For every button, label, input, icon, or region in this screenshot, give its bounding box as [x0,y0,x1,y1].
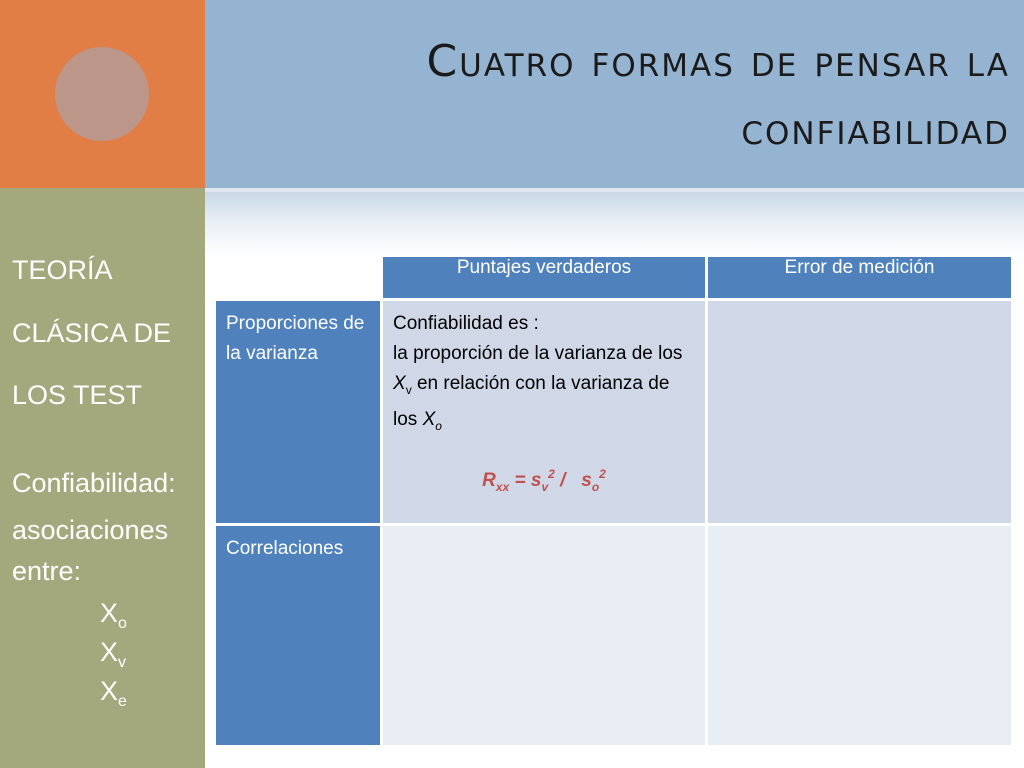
sidebar-text-line-6: entre: [12,556,82,586]
title-line-2: confiabilidad [741,104,1010,155]
orange-accent-block [0,0,205,188]
table-corner-cell [215,256,382,300]
row-header-variance-proportions: Proporciones de la varianza [215,300,382,525]
sidebar-text-line-5: asociaciones [12,515,169,545]
sidebar-heading-line-1: TEORÍA [12,255,113,285]
table-row-correlations [215,525,1013,747]
decorative-circle [55,47,149,141]
reliability-table [213,254,1014,748]
cell-error-correlations [707,525,1013,747]
variable-xe: $X_e$ [100,676,127,710]
variable-xo: $X_o$ [100,598,127,632]
cell-reliability-definition [382,300,707,525]
title-band [205,0,1024,188]
sidebar-text-line-4: Confiabilidad: [12,468,176,498]
table-header-row [215,256,1013,300]
title-gradient [205,192,1024,256]
sidebar-heading-line-2: CLÁSICA DE [12,318,172,348]
variable-xv: $X_v$ [100,637,127,671]
slide-title [250,28,1010,164]
row-header-correlations: Correlaciones [215,525,382,747]
column-header-measurement-error: Error de medición [707,256,1013,300]
cell-error-variance-proportions [707,300,1013,525]
cell-true-scores-correlations [382,525,707,747]
definition-heading: Confiabilidad es : [393,313,539,334]
title-line-1: Cuatro formas de pensar la [426,36,1010,87]
definition-body: la proporción de la varianza de los $X_v$ en relación con la varianza de los $X_o$ [393,343,683,433]
sidebar-heading-line-3: LOS TEST [12,380,143,410]
reliability-formula: $R_{xx} = s_v^2 / s_o^2$ [482,467,606,494]
table-row-variance-proportions [215,300,1013,525]
column-header-true-scores: Puntajes verdaderos [382,256,707,300]
